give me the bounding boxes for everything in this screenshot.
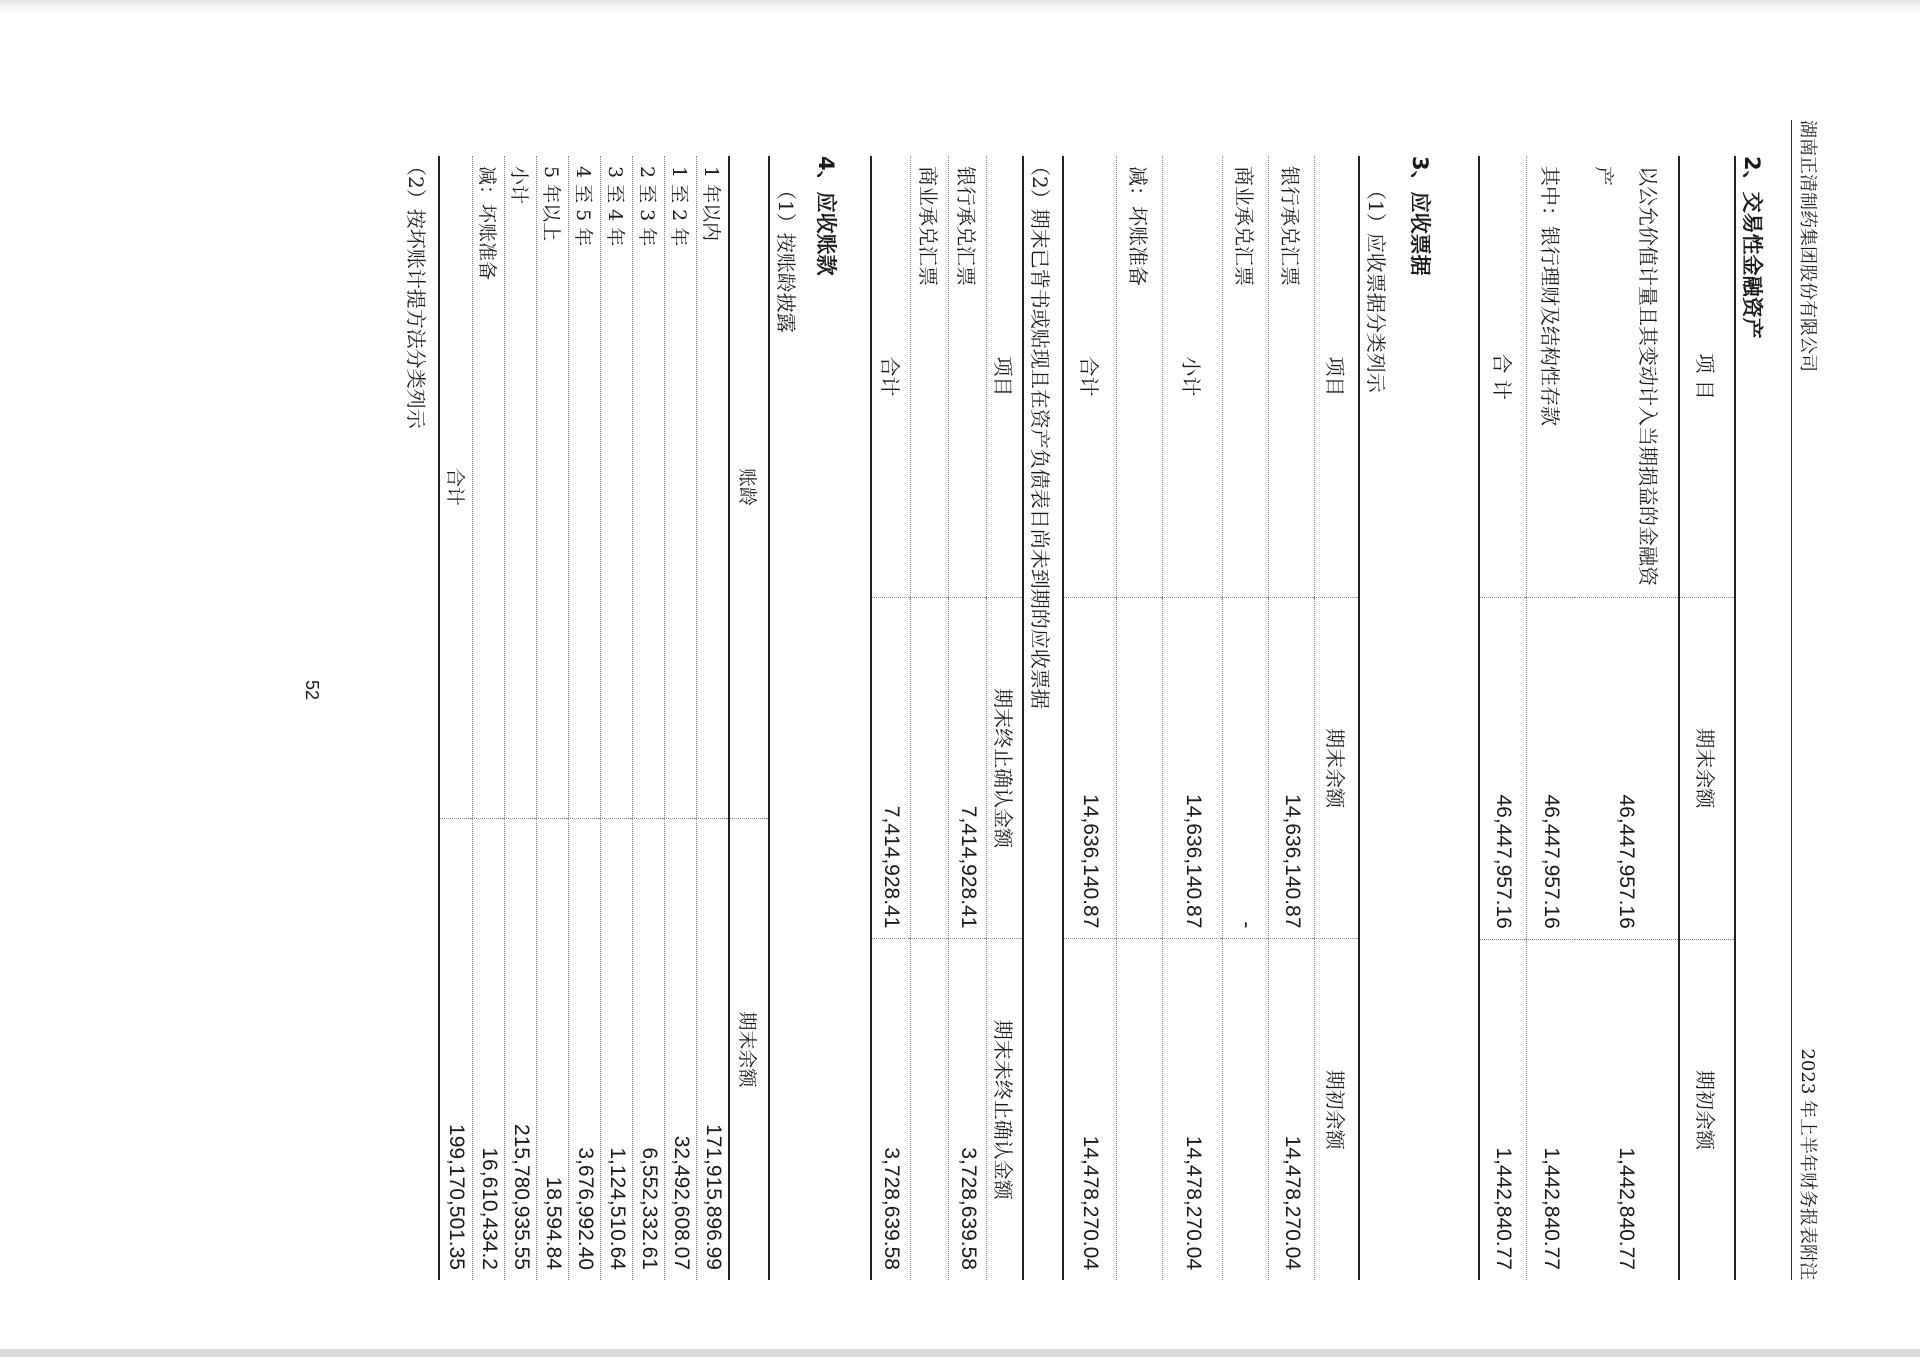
row-item: 2 至 3 年 bbox=[636, 166, 659, 247]
table-row bbox=[633, 156, 665, 1280]
section-4-heading: 4、应收账款 bbox=[814, 156, 838, 276]
row-begin: 14,478,270.04 bbox=[1163, 939, 1223, 1280]
section-4-sub1: （1）按账龄披露 bbox=[774, 180, 798, 333]
row-derecognized: 7,414,928.41 bbox=[949, 597, 987, 939]
row-item: 4 至 5 年 bbox=[572, 166, 595, 247]
table-row bbox=[439, 156, 473, 1280]
row-begin: 1,442,840.77 bbox=[1575, 939, 1679, 1280]
notes-receivable-table bbox=[1062, 156, 1360, 1280]
endorsed-notes-table bbox=[870, 156, 1024, 1280]
row-item: 合计 bbox=[877, 356, 902, 397]
col-aging: 账龄 bbox=[736, 467, 759, 506]
accounts-receivable-aging-table bbox=[438, 156, 770, 1280]
row-begin bbox=[1223, 939, 1269, 1280]
table-row bbox=[1063, 156, 1117, 1280]
table-row bbox=[1479, 156, 1527, 1280]
row-item: 银行承兑汇票 bbox=[954, 166, 979, 286]
table-row bbox=[537, 156, 569, 1280]
company-name: 湖南正清制药集团股份有限公司 bbox=[1797, 120, 1818, 372]
table-row bbox=[697, 156, 729, 1280]
row-begin: 1,442,840.77 bbox=[1527, 939, 1575, 1280]
row-begin: 1,442,840.77 bbox=[1479, 939, 1527, 1280]
report-title: 2023 年上半年财务报表附注 bbox=[1797, 1048, 1818, 1280]
row-end: 16,610,434.2 bbox=[473, 818, 505, 1280]
table-row bbox=[1163, 156, 1223, 1280]
table-row bbox=[1575, 156, 1679, 1280]
row-end bbox=[1117, 597, 1163, 939]
row-end: 14,636,140.87 bbox=[1063, 597, 1117, 939]
row-derecognized bbox=[911, 597, 949, 939]
section-3-sub2: （2）期末已背书或贴现且在资产负债表日尚未到期的应收票据 bbox=[1028, 156, 1052, 709]
row-item: 合计 bbox=[443, 467, 466, 506]
row-item: 减：坏账准备 bbox=[476, 166, 499, 281]
col-begin: 期初余额 bbox=[1679, 939, 1735, 1280]
row-end: 14,636,140.87 bbox=[1269, 597, 1315, 939]
col-begin: 期初余额 bbox=[1315, 939, 1359, 1280]
row-item: 商业承兑汇票 bbox=[916, 166, 941, 286]
row-begin bbox=[1117, 939, 1163, 1280]
table-row bbox=[1527, 156, 1575, 1280]
scan-edge-bottom bbox=[0, 1349, 1920, 1357]
table-row bbox=[1117, 156, 1163, 1280]
table-row bbox=[505, 156, 537, 1280]
section-3-sub1: （1）应收票据分类列示 bbox=[1364, 180, 1388, 393]
row-item: 小计 bbox=[1179, 356, 1204, 397]
table-row bbox=[1269, 156, 1315, 1280]
scan-edge-top bbox=[0, 0, 1920, 14]
row-end: 18,594.84 bbox=[537, 818, 569, 1280]
row-end: 199,170,501.35 bbox=[439, 818, 473, 1280]
col-not-derecognized: 期末未终止确认金额 bbox=[987, 939, 1023, 1280]
col-end: 期末余额 bbox=[729, 818, 769, 1280]
col-item: 项目 bbox=[991, 356, 1016, 397]
row-not-derecognized: 3,728,639.58 bbox=[871, 939, 911, 1280]
row-item: 其中：银行理财及结构性存款 bbox=[1537, 166, 1562, 426]
section-3-heading: 3、应收票据 bbox=[1408, 156, 1432, 276]
row-end: - bbox=[1223, 597, 1269, 939]
row-item: 合 计 bbox=[1489, 353, 1514, 400]
row-end: 171,915,896.99 bbox=[697, 818, 729, 1280]
col-item: 项目 bbox=[1323, 356, 1348, 397]
row-item: 以公允价值计量且其变动计入当期损益的金融资产 bbox=[1592, 166, 1661, 586]
row-item: 减：坏账准备 bbox=[1126, 166, 1151, 286]
table-row bbox=[569, 156, 601, 1280]
row-item: 银行承兑汇票 bbox=[1278, 166, 1303, 286]
table-row bbox=[871, 156, 911, 1280]
row-item: 合计 bbox=[1076, 356, 1101, 397]
document-page bbox=[92, 120, 1832, 1340]
row-item: 5 年以上 bbox=[540, 166, 563, 242]
row-not-derecognized: 3,728,639.58 bbox=[949, 939, 987, 1280]
row-derecognized: 7,414,928.41 bbox=[871, 597, 911, 939]
row-item: 3 至 4 年 bbox=[604, 166, 627, 247]
col-item: 项 目 bbox=[1693, 353, 1718, 400]
section-2-heading: 2、交易性金融资产 bbox=[1740, 156, 1764, 339]
row-begin: 14,478,270.04 bbox=[1269, 939, 1315, 1280]
table-row bbox=[911, 156, 949, 1280]
row-end: 14,636,140.87 bbox=[1163, 597, 1223, 939]
row-end: 6,552,332.61 bbox=[633, 818, 665, 1280]
row-end: 46,447,957.16 bbox=[1575, 598, 1679, 940]
row-item: 小计 bbox=[508, 166, 531, 205]
row-end: 32,492,608.07 bbox=[665, 818, 697, 1280]
row-end: 46,447,957.16 bbox=[1527, 598, 1575, 940]
trading-financial-assets-table bbox=[1478, 156, 1736, 1280]
table-row bbox=[665, 156, 697, 1280]
row-end: 215,780,935.55 bbox=[505, 818, 537, 1280]
table-row bbox=[949, 156, 987, 1280]
page-header bbox=[1791, 120, 1832, 1280]
table-row bbox=[1223, 156, 1269, 1280]
row-item: 1 至 2 年 bbox=[668, 166, 691, 247]
section-4-sub2: （2）按坏账计提方法分类列示 bbox=[404, 156, 428, 429]
row-item: 商业承兑汇票 bbox=[1232, 166, 1257, 286]
table-row bbox=[601, 156, 633, 1280]
row-not-derecognized bbox=[911, 939, 949, 1280]
col-derecognized: 期末终止确认金额 bbox=[987, 597, 1023, 939]
table-row bbox=[473, 156, 505, 1280]
row-end: 46,447,957.16 bbox=[1479, 598, 1527, 940]
row-begin: 14,478,270.04 bbox=[1063, 939, 1117, 1280]
row-item: 1 年以内 bbox=[700, 166, 723, 242]
page-number: 52 bbox=[302, 680, 322, 701]
row-end: 1,124,510.64 bbox=[601, 818, 633, 1280]
col-end: 期末余额 bbox=[1315, 597, 1359, 939]
col-end: 期末余额 bbox=[1679, 598, 1735, 940]
row-end: 3,676,992.40 bbox=[569, 818, 601, 1280]
